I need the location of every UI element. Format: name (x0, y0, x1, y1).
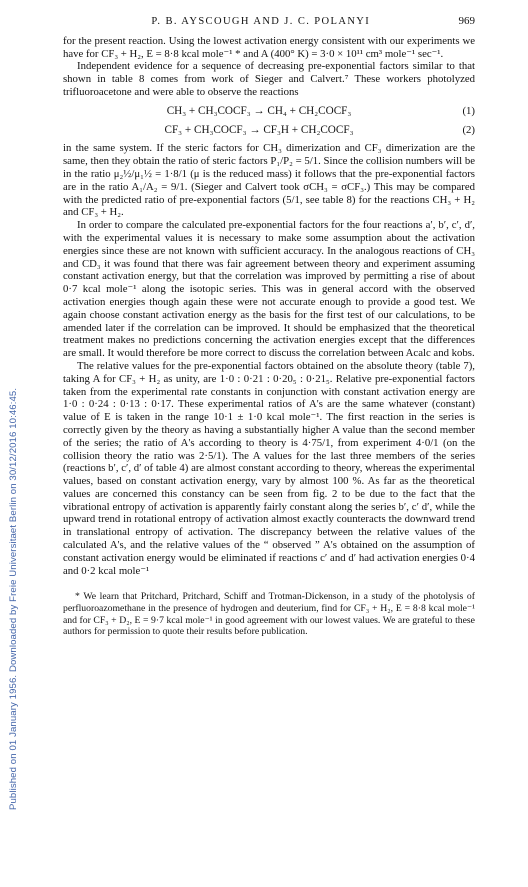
paragraph-5: The relative values for the pre-exponential factors obtained on the absolute theory (table 7), taking A for CF₃ + H₂ as unity, are 1·0 : 0·21 : 0·20₅ : 0·21₅. Relative pre-exponential factors taken from the experimental rate constants in conjunction with constant activation energy are 1·0 : 0·24 : 0·13 : 0·17. These experimental ratios of A's are the same whatever (constant) value of E is taken in the range 10·1 ± 1·0 kcal mole⁻¹. The first reaction in the series is correctly given by the theory as having a substantially higher A value than the second member of the series; the ratio of A's according to theory is 4·75/1, from experiment 4·0/1 (on the collision theory the ratio was 2·5/1). The A values for the last three members of the series (reactions b′, c′, d′ of table 4) are almost constant according to theory, whereas the experimental values, based on constant activation energy, vary by almost 100 %. As far as the theoretical values are concerned this constancy can be seen from fig. 2 to be due to the fact that the vibrational entropy of activation is apparently fairly constant along the series b′, c′ d′, while the upward trend in rotational entropy of activation almost exactly counteracts the downward trend in translational entropy of activation. The discrepancy between the relative values of the calculated A's, and the relative values of the “ observed ” A's obtained on the assumption of constant activation energy would be eliminated if reactions c′ and d′ had activation energies 0·4 and 0·2 kcal mole⁻¹ (63, 359, 475, 577)
equation-1-text: CH₃ + CH₃COCF₃ → CH₄ + CH₂COCF₃ (166, 104, 352, 117)
equation-1 (63, 105, 475, 118)
equation-1-number: (1) (462, 104, 475, 117)
paragraph-2: Independent evidence for a sequence of decreasing pre-exponential factors similar to that shown in table 8 comes from work of Sieger and Calvert.⁷ These workers photolyzed trifluoroacetone and were able to observe the reactions (63, 60, 475, 98)
equation-2 (63, 124, 475, 137)
paragraph-1: for the present reaction. Using the lowest activation energy consistent with our experiments we have for CF₃ + H₂, E = 8·8 kcal mole⁻¹ * and A (400° K) = 3·0 × 10¹¹ cm³ mole⁻¹ sec⁻¹. (63, 34, 475, 60)
equation-2-text: CF₃ + CH₃COCF₃ → CF₃H + CH₂COCF₃ (164, 123, 354, 136)
download-watermark (0, 80, 19, 810)
page-number: 969 (458, 15, 475, 27)
footnote (63, 591, 475, 637)
equation-2-number: (2) (462, 123, 475, 136)
paper-page (63, 15, 475, 638)
download-watermark-text[interactable]: Published on 01 January 1956. Downloaded by Freie Universitaet Berlin on 30/12/2016 10:46:45. (8, 387, 19, 810)
paragraph-3: in the same system. If the steric factors for CH₃ dimerization and CF₃ dimerization are the same, then they obtain the ratio of steric factors P₁/P₂ = 5/1. Since the collision numbers will be in the ratio μ₂½/μ₁½ = 1·8/1 (μ is the reduced mass) it follows that the pre-exponential factors are in the ratio A₁/A₂ = 9/1. (Sieger and Calvert took σCH₃ = σCF₃.) This may be compared with the predicted ratio of pre-exponential factors (5/1, see table 8) for the reactions CH₃ + H₂ and CF₃ + H₂. (63, 142, 475, 219)
running-header (63, 15, 475, 29)
header-authors: P. B. AYSCOUGH AND J. C. POLANYI (151, 16, 371, 27)
paragraph-4: In order to compare the calculated pre-exponential factors for the four reactions a′, b′, c′, d′, with the experimental values it is necessary to make some assumption about the activation energies since these are not known with sufficient accuracy. In the analogous reactions of CH₃ and CD₃ it was found that there was fair agreement between theory and experiment assuming constant activation energy, but that the correlation was improved by permitting a rise of about 0·7 kcal mole⁻¹ along the isotopic series. This was in general accord with the observed activation energies though again these were not accurate enough to provide a good test. We again choose constant activation energy as the basis for the first test of our calculations, to be amended later if the correlation can be improved. It should be emphasized that the theoretical treatment makes no predictions concerning the activation energies except that the differences are small. It would therefore be more correct to discuss the correlation between Acalc and kobs. (63, 219, 475, 360)
footnote-text: * We learn that Pritchard, Pritchard, Schiff and Trotman-Dickenson, in a study of the photolysis of perfluoroazomethane in the presence of hydrogen and deuterium, find for CF₃ + H₂, E = 8·8 kcal mole⁻¹ and for CF₃ + D₂, E = 9·7 kcal mole⁻¹ in good agreement with our lowest values. We are grateful to these authors for permission to quote their results before publication. (63, 591, 475, 638)
